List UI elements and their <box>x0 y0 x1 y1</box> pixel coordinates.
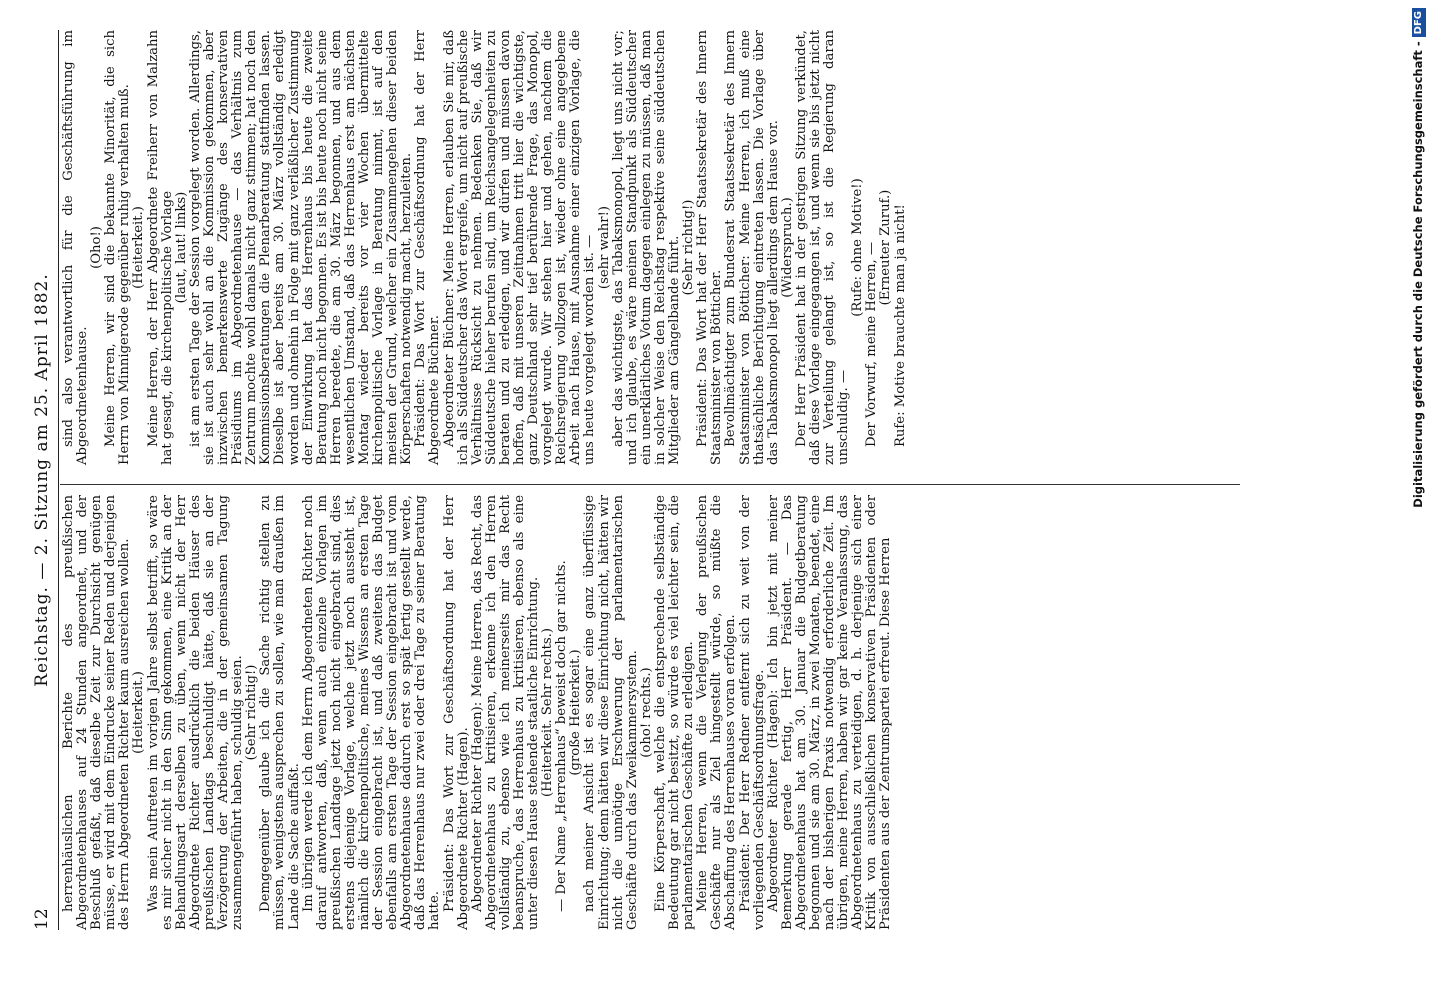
left-column <box>62 495 894 930</box>
interjection: (Oho!) <box>89 226 105 269</box>
paragraph: Präsident: Das Wort hat der Herr Staatssekretär des Innern Staatsminister von Bötticher. <box>695 30 725 465</box>
paragraph: Der Herr Präsident hat in der gestrigen Sitzung verkündet, daß diese Vorlage eingegangen ist, und wenn sie bis jetzt nicht zur Verteilung gelangt ist, so ist die Regierung daran unschuldig. — <box>793 30 852 465</box>
paragraph: Präsident: Das Wort zur Geschäftsordnung hat der Herr Abgeordnete Büchner. <box>413 30 443 465</box>
right-column <box>62 30 908 465</box>
interjection: (Sehr richtig!) <box>681 199 697 296</box>
header-rule <box>58 30 59 930</box>
paragraph: ist am ersten Tage der Session vorgelegt worden. Allerdings, sie ist auch sehr wohl an die Kommission gekommen, aber inzwischen bemerkenswerte Zugänge des konservativen Präsidiums im Abgeordnetenhause — das Verhältnis zum Zentrum mochte wohl damals nicht ganz stimmen; hat noch den Kommissionsberatungen die Plenarberatung stattfinden lassen. Dieselbe ist aber bereits am 30. März vollständig erledigt worden und ohnehin in Folge mit ganz verläßlicher Zustimmung der Einwirkung hat das Herrenhaus bis heute die zweite Beratung noch nicht begonnen. Es ist bis heute noch nicht seine Herren beredete, die am 30. März begonnen, und aus dem wesentlichen Umstand, daß das Herrenhaus erst am nächsten Montag wieder bereits vor vier Wochen übermittelte kirchenpolitische Vorlage in Beratung nimmt, ist auf den meisten der Grund, welcher ein Zusammengehen dieser beiden Körperschaften notwendig macht, herzuleiten. <box>187 30 415 465</box>
funding-notice <box>1408 8 1428 992</box>
interjection: (große Heiterkeit.) <box>568 649 584 776</box>
paragraph: sind also verantwortlich für die Geschäftsführung im Abgeordnetenhause. <box>61 30 91 465</box>
interjection: (sehr wahr!) <box>596 205 612 290</box>
paragraph: Abgeordneter Richter (Hagen): Meine Herren, das Recht, das Abgeordnetenhaus zu kritisieren, erkenne ich den Herren vollständig zu, ebenso wie ich meinerseits mir das Recht beanspruche, das Herrenhaus zu kritisieren, ebenso als eine unter diesen Hause stehende staatliche Einrichtung. <box>469 495 542 930</box>
paragraph: Abgeordneter Büchner: Meine Herren, erlauben Sie mir, daß ich als Süddeutscher das Wort ergreife, um nicht auf preußische Verhältnisse Rücksicht zu nehmen. Bedenken Sie, daß wir Süddeutsche hieher berufen sind, um Reichsangelegenheiten zu beraten und zu erledigen, und wir dürfen und müssen davon hoffen, daß mit unseren Zeitnahmen tritt hier die wichtigste, ganz Deutschland sehr tief berührende Frage, das Monopol, vorgelegt wurde. Wir stehen hier und gehen, nachdem die Reichsregierung vollzogen ist, wieder ohne eine angegebene Arbeit nach Hause, mit Ausnahme einer einzigen Vorlage, die uns heute vorgelegt worden ist. — <box>441 30 598 465</box>
column-divider <box>60 484 1240 485</box>
paragraph: Bevollmächtigter zum Bundesrat Staatssekretär des Innern Staatsminister von Bötticher: Meine Herren, ich muß eine thatsächliche Berichtigung eintreten lassen. Die Vorlage über das Tabaksmonopol liegt allerdings dem Hause vor. <box>723 30 781 465</box>
paragraph: — Der Name „Herrenhaus“ beweist doch gar nichts. <box>554 560 570 912</box>
paragraph: nach meiner Ansicht ist es sogar eine ganz überflüssige Einrichtung; denn hätten wir diese Einrichtung nicht, hätten wir nicht die unnötige Erschwerung der parlamentarischen Geschäfte durch das Zweikammersystem. <box>582 495 640 930</box>
paragraph: Eine Körperschaft, welche die entsprechende selbständige Bedeutung gar nicht besitzt, so würde es viel leichter sein, die parlamentarischen Geschäfte zu erledigen. <box>652 495 697 930</box>
paragraph: Im übrigen werde ich dem Herrn Abgeordneten Richter noch darauf antworten, daß, wenn auch einzelne Vorlagen im preußischen Landtage jetzt noch nicht eingebracht sind, dies erstens diejenige Vorlage, welche jetzt noch aussteht ist, nämlich die kirchenpolitische, meines Wissens an ersten Tage der Session eingebracht ist, und daß zweitens das Budget ebenfalls am ersten Tage der Session eingebracht ist und vom Abgeordnetenhause dadurch erst so spät fertig gestellt werde, daß das Herrenhaus nur zwei oder drei Tage zu seiner Beratung hatte. <box>300 495 443 930</box>
paragraph: Präsident: Das Wort zur Geschäftsordnung hat der Herr Abgeordnete Richter (Hagen). <box>441 495 471 930</box>
funding-notice-text: Digitalisierung gefördert durch die Deutsche Forschungsgemeinschaft - <box>1411 41 1425 508</box>
interjection: (laut, laut! links) <box>173 191 189 304</box>
interjection: (Erneuter Zuruf.) <box>878 189 894 306</box>
interjection: (Heiterkeit. Sehr rechts.) <box>540 628 556 797</box>
interjection: (Widerspruch.) <box>779 197 795 298</box>
paragraph: Demgegenüber glaube ich die Sache richtig stellen zu müssen, wenigstens ausprechen zu sollen, wie man draußen im Lande die Sache auffaßt. <box>258 495 302 930</box>
dfg-logo: DFG <box>1412 8 1426 37</box>
page-header <box>18 30 58 930</box>
interjection: (Heiterkeit.) <box>131 206 147 289</box>
page-number: 12 <box>32 908 52 930</box>
digitization-sidebar <box>1408 8 1428 992</box>
paragraph: Meine Herren, wir sind die bekannte Minorität, die sich Herrn von Minnigerode gegenüber ruhig verhalten muß. <box>103 30 133 465</box>
paragraph: Abgeordneter Richter (Hagen): Ich bin jetzt mit meiner Bemerkung gerade fertig, Herr Präsident. — Das Abgeordnetenhaus hat am 30. Januar die Budgetberatung begonnen und sie am 30. März, in zwei Monaten, beendet, eine nach der bisherigen Praxis notwendig erforderliche Zeit. Im übrigen, meine Herren, haben wir gar keine Veranlassung, das Abgeordnetenhaus zu verteidigen, d. h. derjenige sich einer Kritik von ausschließlichen konservativen Präsidenten oder Präsidenten aus der Zentrumspartei erfreut. Diese Herren <box>765 495 894 930</box>
interjection: (Rufe: ohne Motive!) <box>850 178 866 317</box>
paragraph: Was mein Auftreten im vorigen Jahre selbst betrifft, so wäre es mir sicher nicht in den Sinn gekommen, eine Kritik an der Behandlungsart derselben zu üben, wenn nicht der Herr Abgeordnete Richter ausdrücklich die beiden Häuser des preußischen Landtags beschuldigt hätte, daß sie an der Verzögerung der Arbeiten, die in der gemeinsamen Tagung zusammengeführt haben, schuldig seien. <box>145 495 246 930</box>
running-title: Reichstag. — 2. Sitzung am 25. April 1882. <box>32 273 52 687</box>
interjection: (oho! rechts.) <box>638 667 654 758</box>
paragraph: Der Vorwurf, meine Herren, — <box>864 241 880 447</box>
paragraph: Präsident: Der Herr Redner entfernt sich zu weit von der vorliegenden Geschäftsordnungsfrage. <box>737 495 767 930</box>
interjection: (Sehr richtig!) <box>244 664 260 761</box>
paragraph: aber das wichtigste, das Tabaksmonopol, liegt uns nicht vor; und ich glaube, es wäre meinen Standpunkt als Süddeutscher ein unerklärliches Votum dagegen einlegen zu müssen, daß man in solcher Weise den Reichstag respektive seine süddeutschen Mitglieder am Gängelbande führt. <box>610 30 683 465</box>
paragraph: Rufe: Motive brauchte man ja nicht! <box>892 204 908 447</box>
paragraph: Meine Herren, der Herr Abgeordnete Freiherr von Malzahn hat gesagt, die kirchenpolitische Vorlage <box>145 30 175 465</box>
paragraph: Meine Herren, wenn die Verlegung der preußischen Geschäfte nur als Ziel hingestellt würde, so müßte die Abschaffung des Herrenhauses voran erfolgen. <box>695 495 739 930</box>
interjection: (Heiterkeit.) <box>131 671 147 754</box>
paragraph: herrenhäuslichen Berichte des preußischen Abgeordnetenhauses auf 24 Stunden angeordnet, und der Beschluß gefaßt, daß dieselbe Zeit zur Durchsicht genügen müsse, er wird mit dem Eindrucke seiner Reden und derjenigen des Herrn Abgeordneten Richter kaum ausreichen wollen. <box>61 495 133 930</box>
